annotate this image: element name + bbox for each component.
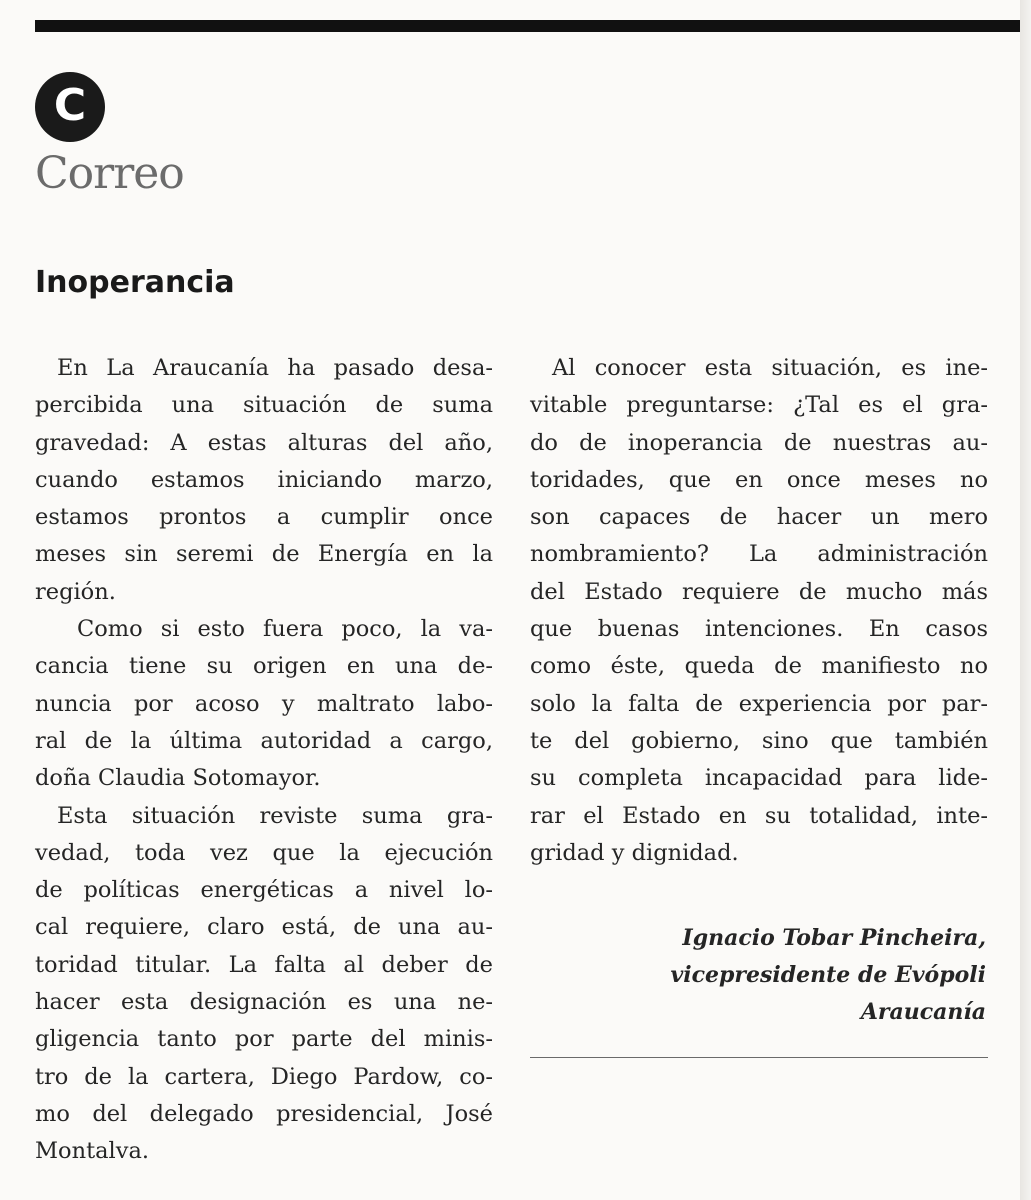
- signature-rule: [530, 1057, 988, 1058]
- text-line: gridad y dignidad.: [530, 839, 739, 866]
- text-line: que buenas intenciones. En casos: [530, 616, 988, 643]
- text-line: su completa incapacidad para lide-: [530, 765, 988, 792]
- text-line: de políticas energéticas a nivel lo-: [35, 877, 493, 904]
- text-line: En La Araucanía ha pasado desa-: [57, 355, 493, 381]
- text-line: nuncia por acoso y maltrato labo-: [35, 690, 493, 717]
- signature-name: Ignacio Tobar Pincheira,: [682, 925, 986, 951]
- top-rule: [35, 20, 1021, 32]
- text-line: cuando estamos iniciando marzo,: [35, 466, 493, 493]
- left-column: [35, 350, 493, 1171]
- text-line: vitable preguntarse: ¿Tal es el gra-: [530, 392, 988, 419]
- text-line: del Estado requiere de mucho más: [530, 578, 988, 605]
- text-line: estamos prontos a cumplir once: [35, 504, 493, 531]
- text-line: como éste, queda de manifiesto no: [530, 653, 988, 680]
- letter-signature: [546, 920, 986, 1031]
- text-line: región.: [35, 578, 116, 605]
- text-line: mo del delegado presidencial, José: [35, 1100, 493, 1127]
- section-title: Correo: [35, 148, 184, 199]
- text-line: doña Claudia Sotomayor.: [35, 765, 321, 792]
- text-line: meses sin seremi de Energía en la: [35, 541, 493, 568]
- signature-role: vicepresidente de Evópoli: [670, 962, 986, 988]
- letter-headline: Inoperancia: [35, 265, 235, 300]
- text-line: Como si esto fuera poco, la va-: [77, 616, 493, 643]
- text-line: hacer esta designación es una ne-: [35, 989, 493, 1016]
- text-line: nombramiento? La administración: [530, 541, 988, 568]
- text-line: cal requiere, claro está, de una au-: [35, 914, 493, 941]
- text-line: toridad titular. La falta al deber de: [35, 951, 493, 978]
- text-line: cancia tiene su origen en una de-: [35, 653, 493, 680]
- section-badge-letter: C: [53, 80, 87, 131]
- text-line: Al conocer esta situación, es ine-: [552, 355, 988, 381]
- text-line: Esta situación reviste suma gra-: [57, 802, 493, 829]
- section-badge: [35, 72, 105, 142]
- text-line: percibida una situación de suma: [35, 392, 493, 419]
- text-line: son capaces de hacer un mero: [530, 504, 988, 531]
- text-line: tro de la cartera, Diego Pardow, co-: [35, 1063, 493, 1090]
- signature-region: Araucanía: [860, 999, 986, 1025]
- text-line: ral de la última autoridad a cargo,: [35, 727, 493, 754]
- text-line: vedad, toda vez que la ejecución: [35, 839, 493, 866]
- text-line: te del gobierno, sino que también: [530, 727, 988, 754]
- text-line: Montalva.: [35, 1138, 150, 1165]
- text-line: toridades, que en once meses no: [530, 466, 988, 493]
- text-line: gligencia tanto por parte del minis-: [35, 1026, 493, 1053]
- text-line: solo la falta de experiencia por par-: [530, 690, 988, 717]
- text-line: gravedad: A estas alturas del año,: [35, 429, 493, 456]
- text-line: rar el Estado en su totalidad, inte-: [530, 802, 988, 829]
- right-column: [530, 350, 988, 872]
- text-line: do de inoperancia de nuestras au-: [530, 429, 988, 456]
- page-edge: [1020, 0, 1031, 1200]
